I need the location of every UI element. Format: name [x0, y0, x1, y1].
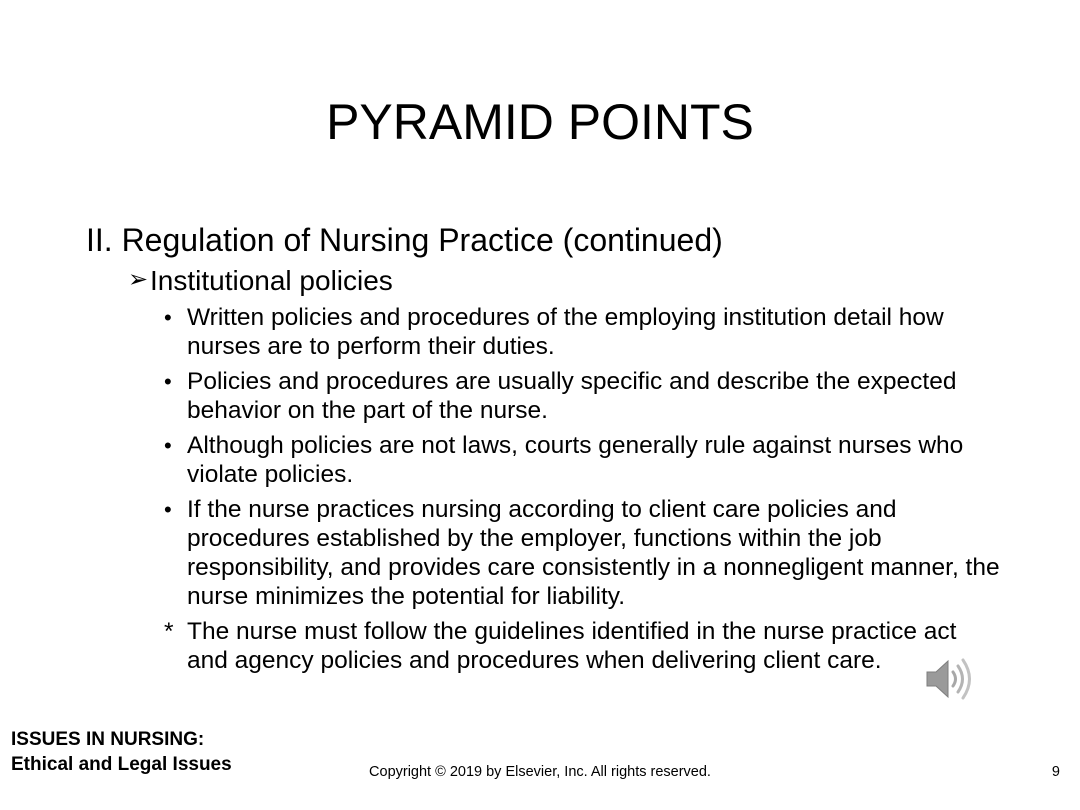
bullet-marker: • [164, 433, 172, 458]
slide-title: PYRAMID POINTS [326, 94, 754, 150]
bullet-item [164, 617, 1004, 675]
bullet-item [164, 303, 1004, 361]
bullet-text: The nurse must follow the guidelines identified in the nurse practice act and agency policies and procedures when delivering client care. [187, 618, 957, 674]
copyright-notice: Copyright © 2019 by Elsevier, Inc. All rights reserved. [369, 764, 711, 780]
page-number: 9 [1051, 764, 1060, 780]
bullet-text: If the nurse practices nursing according to client care policies and procedures established by the employer, functions within the job responsibility, and provides care consistently in a nonnegligent manner, the nurse minimizes the potential for liability. [187, 496, 1000, 610]
course-title-line2: Ethical and Legal Issues [11, 754, 232, 775]
speaker-icon[interactable] [924, 656, 974, 702]
arrowhead-bullet-icon: ➢ [128, 266, 149, 293]
course-title-line1: ISSUES IN NURSING: [11, 729, 205, 750]
bullet-marker: * [164, 618, 174, 645]
bullet-text: Policies and procedures are usually specific and describe the expected behavior on the part of the nurse. [187, 368, 957, 424]
bullet-item [164, 431, 1004, 489]
bullet-text: Written policies and procedures of the employing institution detail how nurses are to perform their duties. [187, 304, 944, 360]
section-heading: II. Regulation of Nursing Practice (continued) [86, 222, 723, 258]
bullet-marker: • [164, 497, 172, 522]
bullet-text: Although policies are not laws, courts generally rule against nurses who violate policies. [187, 432, 964, 488]
bullet-list [164, 303, 1004, 681]
bullet-item [164, 367, 1004, 425]
sub-heading-text: Institutional policies [150, 265, 393, 296]
bullet-marker: • [164, 305, 172, 330]
bullet-marker: • [164, 369, 172, 394]
bullet-item [164, 495, 1004, 611]
sub-heading [128, 263, 393, 298]
